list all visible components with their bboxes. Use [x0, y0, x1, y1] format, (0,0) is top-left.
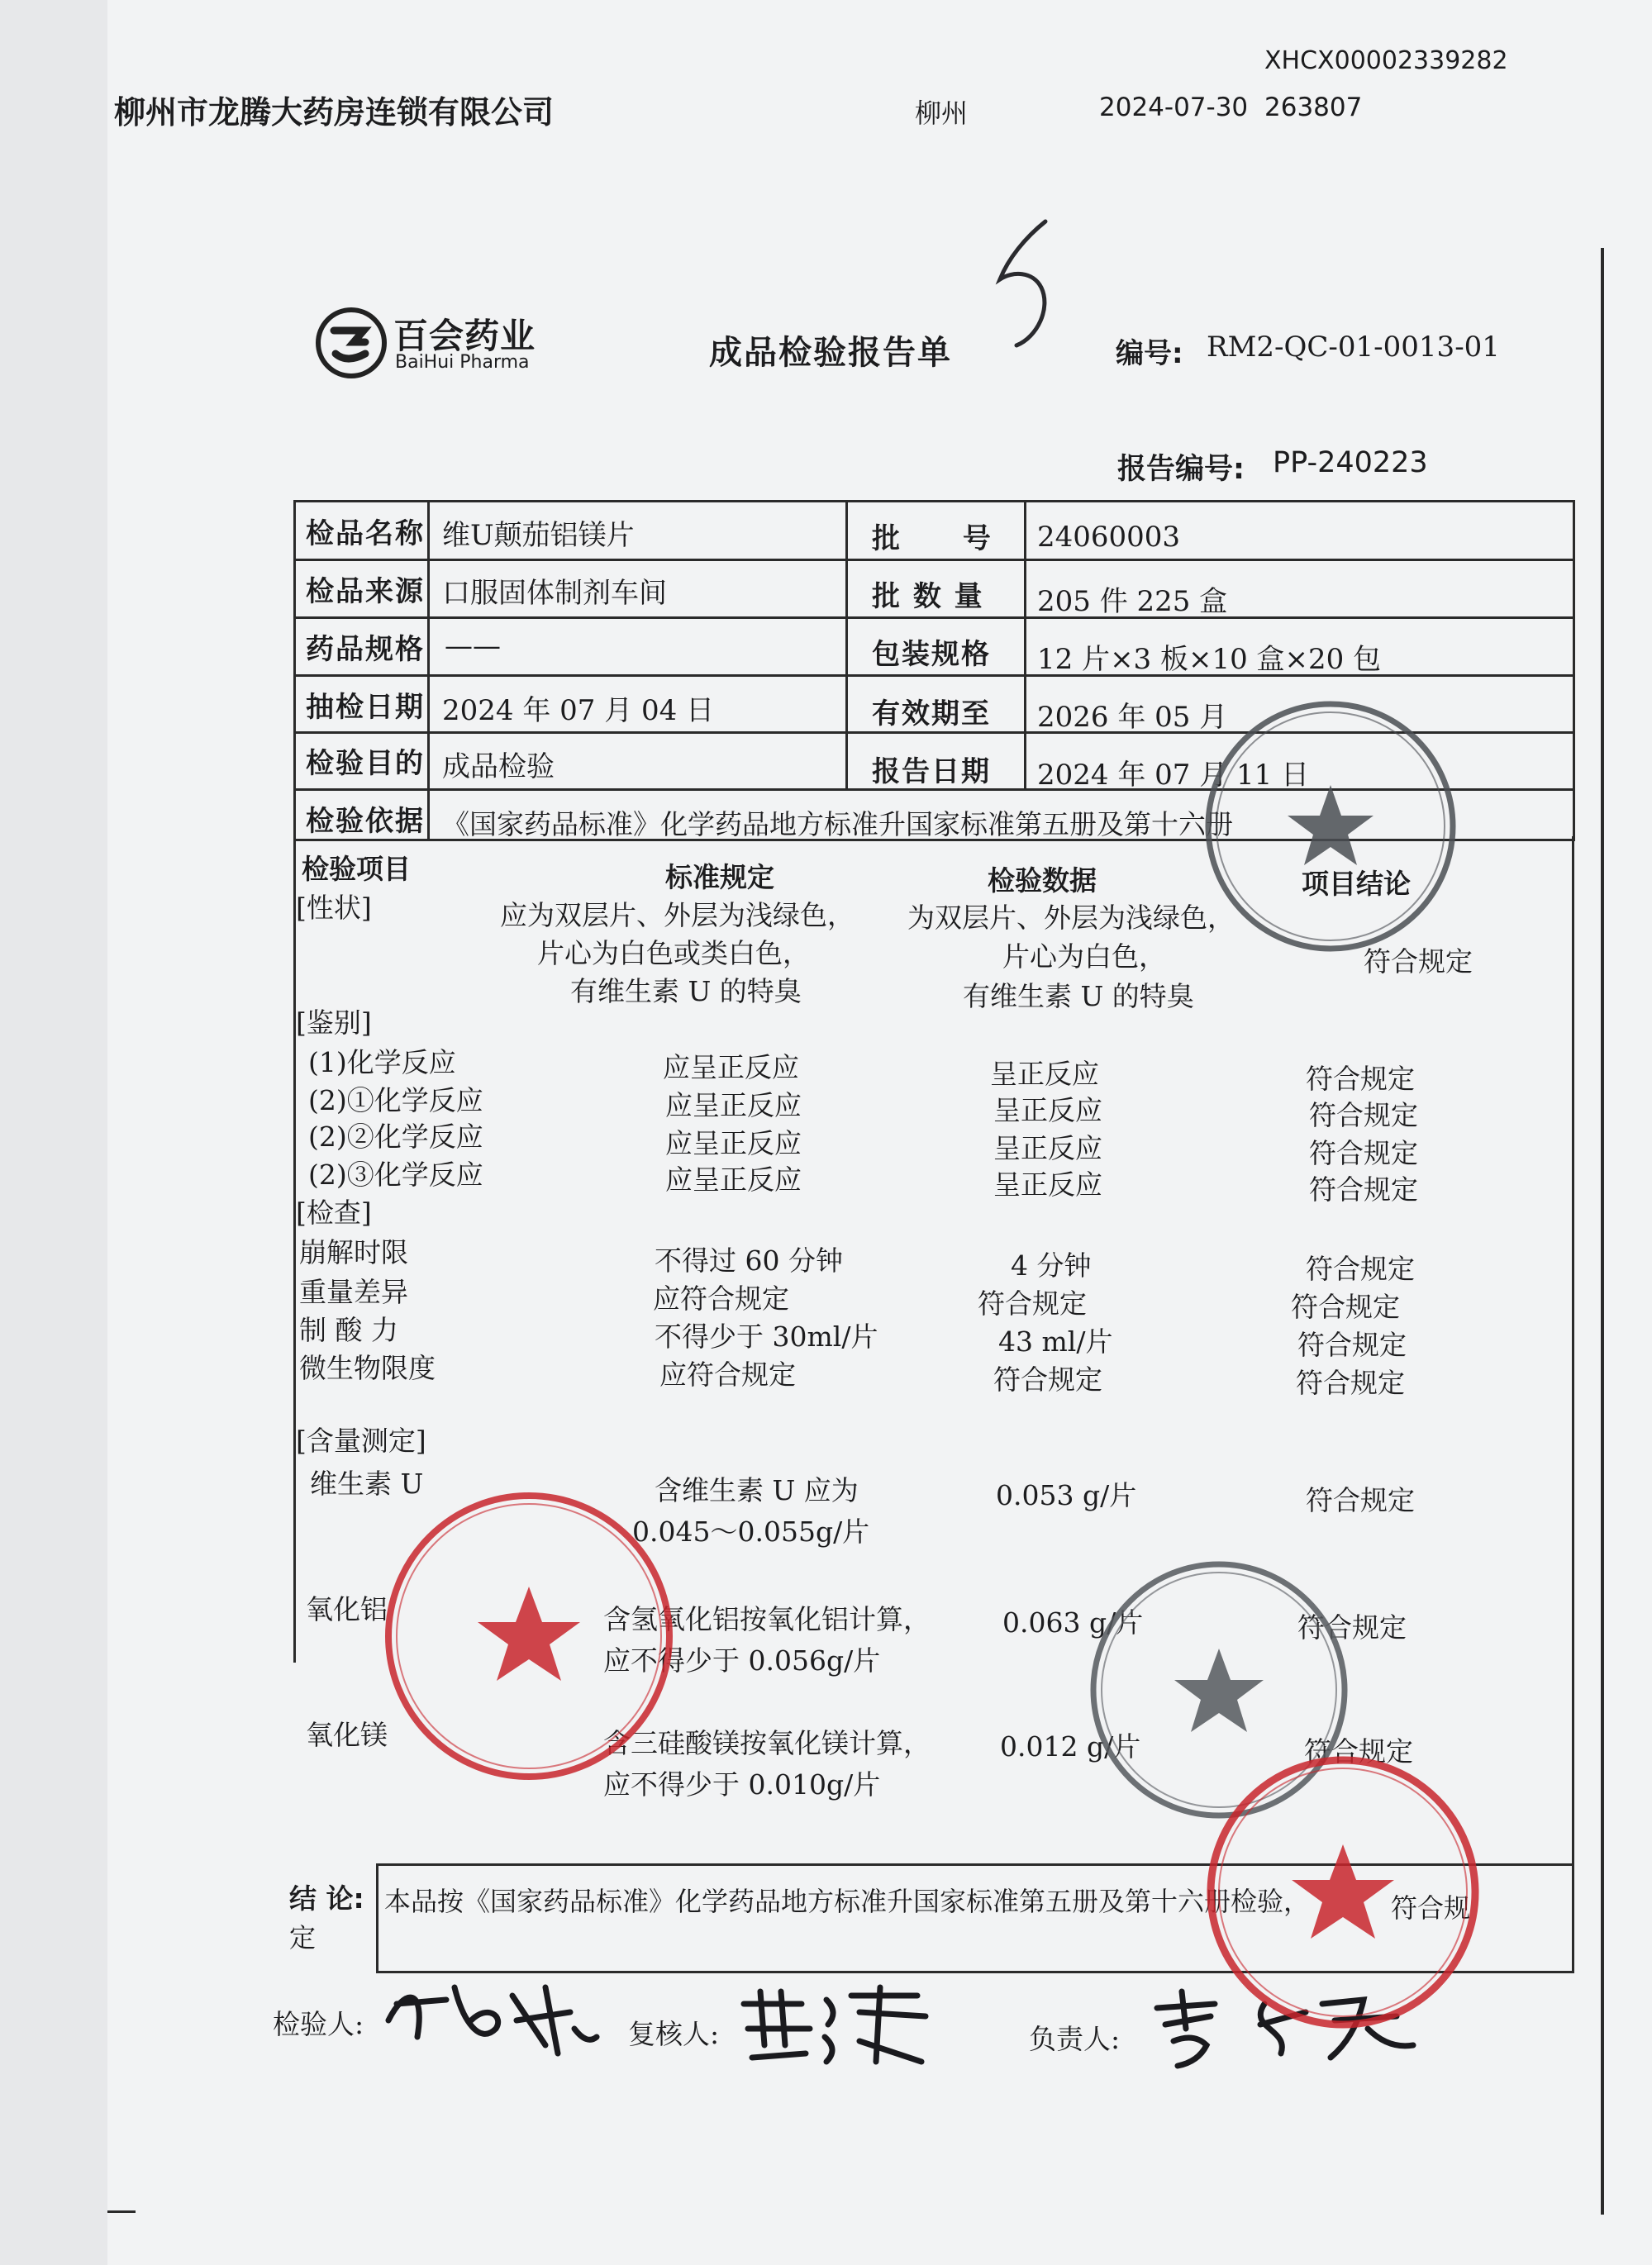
assay-standard-1: 含氢氧化铝按氧化铝计算， — [603, 1603, 931, 1635]
identification-conclusion: 符合规定 — [1306, 1063, 1415, 1095]
report-number-label: 报告编号: — [1117, 453, 1245, 486]
inspection-standard: 不得少于 30ml/片 — [655, 1320, 878, 1353]
form-number: RM2-QC-01-0013-01 — [1207, 331, 1500, 364]
inspection-item: 微生物限度 — [299, 1352, 436, 1384]
conclusion-result: 符合规 — [1391, 1892, 1471, 1924]
identification-standard: 应呈正反应 — [665, 1089, 802, 1121]
identification-item: (2)③化学反应 — [308, 1159, 483, 1191]
form-number-label: 编号: — [1116, 337, 1183, 370]
appearance-standard-1: 应为双层片、外层为浅绿色， — [500, 899, 855, 931]
inspection-standard: 应符合规定 — [653, 1282, 789, 1315]
identification-item: (2)②化学反应 — [308, 1121, 483, 1153]
assay-conclusion: 符合规定 — [1304, 1735, 1413, 1768]
inspection-conclusion: 符合规定 — [1291, 1291, 1400, 1323]
report-sheet — [107, 0, 1652, 2265]
handwritten-mark — [975, 213, 1066, 362]
punch-line — [1601, 248, 1604, 2215]
conclusion-label: 结 论: — [289, 1882, 364, 1915]
section-appearance: [性状] — [296, 892, 372, 924]
identification-standard: 应呈正反应 — [665, 1127, 802, 1159]
assay-conclusion: 符合规定 — [1306, 1484, 1415, 1516]
product-name-label: 检品名称 — [306, 517, 425, 550]
inspection-standard: 不得过 60 分钟 — [655, 1244, 843, 1277]
appearance-data-3: 有维生素 U 的特臭 — [963, 980, 1194, 1012]
inspection-item: 重量差异 — [299, 1276, 408, 1308]
assay-standard-1: 含三硅酸镁按氧化镁计算， — [603, 1727, 931, 1759]
expiry-label: 有效期至 — [872, 697, 991, 730]
inspection-data: 43 ml/片 — [998, 1325, 1113, 1358]
appearance-data-2: 片心为白色， — [1002, 940, 1166, 973]
logo-name-cn: 百会药业 — [393, 316, 536, 356]
conclusion-text: 本品按《国家药品标准》化学药品地方标准升国家标准第五册及第十六册检验， — [384, 1886, 1311, 1917]
distributor-seal-stamp — [1202, 1752, 1483, 2033]
inspector-signature — [380, 1971, 603, 2062]
assay-standard-2: 0.045～0.055g/片 — [632, 1516, 870, 1548]
basis: 《国家药品标准》化学药品地方标准升国家标准第五册及第十六册 — [442, 808, 1233, 840]
reviewer-label: 复核人: — [628, 2018, 720, 2050]
col-conclusion-header: 项目结论 — [1302, 868, 1411, 900]
purpose-label: 检验目的 — [306, 747, 425, 780]
inspection-item: 崩解时限 — [299, 1236, 408, 1268]
identification-item: (2)①化学反应 — [308, 1084, 483, 1116]
col-item-header: 检验项目 — [302, 853, 411, 885]
identification-item: (1)化学反应 — [308, 1046, 456, 1078]
reviewer-signature — [736, 1979, 934, 2070]
assay-item: 维生素 U — [310, 1468, 424, 1500]
retailer-seal-stamp — [380, 1487, 678, 1785]
quantity-label: 批 数 量 — [872, 580, 984, 613]
print-date: 2024-07-30 — [1099, 93, 1249, 122]
identification-data: 呈正反应 — [990, 1058, 1099, 1090]
quantity: 205 件 225 盒 — [1037, 585, 1228, 618]
retailer-name: 柳州市龙腾大药房连锁有限公司 — [114, 94, 555, 131]
identification-conclusion: 符合规定 — [1309, 1173, 1418, 1206]
inspector-label: 检验人: — [273, 2008, 364, 2040]
identification-data: 呈正反应 — [993, 1132, 1102, 1164]
section-inspection: [检查] — [296, 1197, 372, 1229]
assay-item: 氧化铝 — [306, 1593, 388, 1625]
product-name: 维U颠茄铝镁片 — [442, 519, 635, 552]
identification-data: 呈正反应 — [993, 1168, 1102, 1201]
identification-standard: 应呈正反应 — [665, 1163, 802, 1196]
appearance-conclusion: 符合规定 — [1364, 945, 1473, 978]
assay-data: 0.012 g/片 — [1000, 1730, 1141, 1763]
expiry: 2026 年 05 月 — [1037, 701, 1228, 734]
assay-standard-1: 含维生素 U 应为 — [655, 1474, 859, 1506]
appearance-standard-3: 有维生素 U 的特臭 — [570, 975, 802, 1007]
assay-conclusion: 符合规定 — [1297, 1611, 1407, 1644]
inspection-conclusion: 符合规定 — [1306, 1253, 1415, 1285]
col-standard-header: 标准规定 — [665, 861, 774, 893]
inspection-standard: 应符合规定 — [659, 1359, 796, 1391]
spec-label: 药品规格 — [306, 633, 425, 666]
report-title: 成品检验报告单 — [709, 334, 952, 372]
assay-item: 氧化镁 — [306, 1719, 388, 1751]
source-label: 检品来源 — [306, 575, 425, 608]
identification-conclusion: 符合规定 — [1309, 1137, 1418, 1169]
document-code: XHCX00002339282 — [1264, 46, 1508, 75]
identification-conclusion: 符合规定 — [1309, 1099, 1418, 1131]
responsible-label: 负责人: — [1029, 2023, 1121, 2055]
appearance-standard-2: 片心为白色或类白色， — [537, 937, 810, 969]
spec: —— — [445, 630, 501, 663]
inspection-data: 符合规定 — [978, 1287, 1087, 1320]
report-date: 2024 年 07 月 11 日 — [1037, 759, 1310, 792]
city: 柳州 — [915, 98, 969, 129]
assay-standard-2: 应不得少于 0.056g/片 — [603, 1644, 881, 1677]
baihui-logo-icon — [314, 306, 388, 380]
inspection-item: 制 酸 力 — [299, 1314, 398, 1346]
assay-data: 0.053 g/片 — [996, 1479, 1137, 1511]
inspection-data: 4 分钟 — [1011, 1249, 1092, 1282]
pack-label: 包装规格 — [872, 638, 991, 671]
edge-mark — [107, 2210, 136, 2213]
section-assay: [含量测定] — [296, 1425, 426, 1457]
source: 口服固体制剂车间 — [442, 577, 667, 610]
identification-data: 呈正反应 — [993, 1094, 1102, 1126]
conclusion-result-tail: 定 — [289, 1922, 317, 1953]
appearance-data-1: 为双层片、外层为浅绿色， — [907, 902, 1235, 934]
batch-number: 24060003 — [1037, 521, 1181, 554]
basis-label: 检验依据 — [306, 805, 425, 838]
sample-date-label: 抽检日期 — [306, 691, 425, 724]
inspection-data: 符合规定 — [993, 1363, 1102, 1396]
company-logo — [314, 306, 554, 380]
identification-standard: 应呈正反应 — [663, 1051, 799, 1083]
print-code: 263807 — [1264, 93, 1363, 122]
batch-label: 批 号 — [872, 522, 993, 555]
col-data-header: 检验数据 — [988, 864, 1097, 897]
sample-date: 2024 年 07 月 04 日 — [442, 694, 715, 727]
report-number: PP-240223 — [1273, 446, 1428, 479]
assay-data: 0.063 g/片 — [1002, 1606, 1144, 1639]
section-identification: [鉴别] — [296, 1006, 372, 1039]
logo-name-en: BaiHui Pharma — [395, 352, 530, 373]
qc-seal-stamp — [1202, 698, 1459, 954]
purpose: 成品检验 — [442, 750, 555, 783]
pack: 12 片×3 板×10 盒×20 包 — [1037, 643, 1382, 676]
inspection-conclusion: 符合规定 — [1297, 1329, 1407, 1361]
assay-standard-2: 应不得少于 0.010g/片 — [603, 1768, 881, 1801]
inspection-conclusion: 符合规定 — [1296, 1367, 1405, 1399]
report-date-label: 报告日期 — [872, 755, 991, 788]
